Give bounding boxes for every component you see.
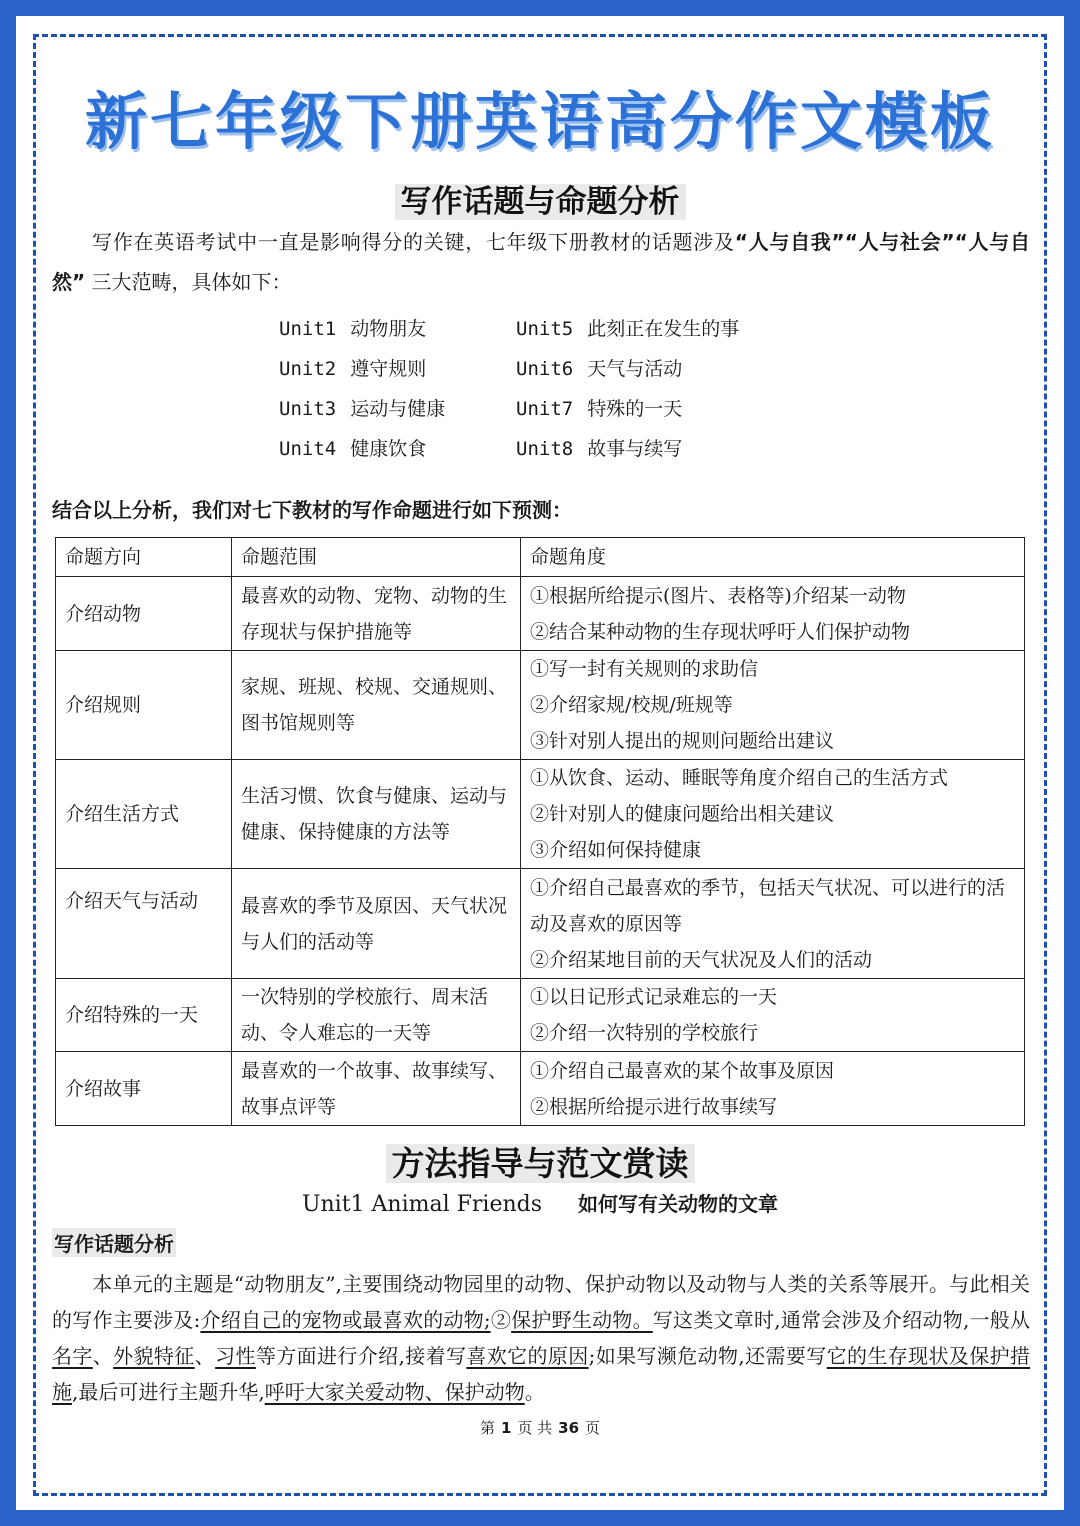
intro-paragraph: 写作在英语考试中一直是影响得分的关键，七年级下册教材的话题涉及“人与自我”“人与社会”“人与自然” 三大范畴，具体如下： xyxy=(52,230,1030,294)
column-header: 命题范围 xyxy=(232,538,521,577)
direction-cell: 介绍动物 xyxy=(56,577,232,651)
scope-cell: 生活习惯、饮食与健康、运动与健康、保持健康的方法等 xyxy=(232,760,521,869)
angle-cell: ①介绍自己最喜欢的季节，包括天气状况、可以进行的活动及喜欢的原因等 ②介绍某地目前的天气状况及人们的活动 xyxy=(521,869,1025,979)
direction-cell: 介绍生活方式 xyxy=(56,760,232,869)
scope-cell: 最喜欢的动物、宠物、动物的生存现状与保护措施等 xyxy=(232,577,521,651)
page-number: 第 1 页 共 36 页 xyxy=(479,1419,601,1437)
unit-item: Unit1 动物朋友 xyxy=(279,318,427,340)
table-row xyxy=(56,577,1025,651)
section-heading-topic-analysis: 写作话题与命题分析 xyxy=(0,176,1080,221)
direction-cell: 介绍特殊的一天 xyxy=(56,979,232,1052)
angle-cell: ①以日记形式记录难忘的一天 ②介绍一次特别的学校旅行 xyxy=(521,979,1025,1052)
direction-cell: 介绍故事 xyxy=(56,1052,232,1126)
section-heading-method-guide: 方法指导与范文赏读 xyxy=(0,1138,1080,1185)
angle-cell: ①介绍自己最喜欢的某个故事及原因 ②根据所给提示进行故事续写 xyxy=(521,1052,1025,1126)
unit-item: Unit6 天气与活动 xyxy=(516,358,683,380)
scope-cell: 最喜欢的季节及原因、天气状况与人们的活动等 xyxy=(232,869,521,979)
unit-list-left xyxy=(279,309,445,469)
unit-item: Unit7 特殊的一天 xyxy=(516,398,683,420)
analysis-label: 写作话题分析 xyxy=(52,1228,176,1257)
direction-cell: 介绍天气与活动 xyxy=(56,869,232,979)
angle-cell: ①从饮食、运动、睡眠等角度介绍自己的生活方式 ②针对别人的健康问题给出相关建议 ③介绍如何保持健康 xyxy=(521,760,1025,869)
table-row xyxy=(56,760,1025,869)
column-header: 命题方向 xyxy=(56,538,232,577)
table-row xyxy=(56,869,1025,979)
table-row xyxy=(56,979,1025,1052)
unit-item: Unit3 运动与健康 xyxy=(279,398,446,420)
unit-item: Unit2 遵守规则 xyxy=(279,358,427,380)
angle-cell: ①写一封有关规则的求助信 ②介绍家规/校规/班规等 ③针对别人提出的规则问题给出建议 xyxy=(521,651,1025,760)
scope-cell: 一次特别的学校旅行、周末活动、令人难忘的一天等 xyxy=(232,979,521,1052)
table-header-row xyxy=(56,538,1025,577)
unit-item: Unit5 此刻正在发生的事 xyxy=(516,318,740,340)
prediction-statement: 结合以上分析，我们对七下教材的写作命题进行如下预测： xyxy=(52,498,572,522)
analysis-paragraph: 本单元的主题是“动物朋友”,主要围绕动物园里的动物、保护动物以及动物与人类的关系等展开。与此相关的写作主要涉及:介绍自己的宠物或最喜欢的动物;②保护野生动物。写这类文章时,通常会涉及介绍动物,一般从名字、外貌特征、习性等方面进行介绍,接着写喜欢它的原因;如果写濒危动物,还需要写它的生存现状及保护措施,最后可进行主题升华,呼吁大家关爱动物、保护动物。 xyxy=(52,1272,1031,1404)
angle-cell: ①根据所给提示(图片、表格等)介绍某一动物 ②结合某种动物的生存现状呼吁人们保护动物 xyxy=(521,577,1025,651)
unit-subtitle: 如何写有关动物的文章 xyxy=(578,1192,779,1216)
prediction-table xyxy=(55,537,1025,1126)
table-row xyxy=(56,651,1025,760)
unit-list-right xyxy=(516,309,739,469)
scope-cell: 家规、班规、校规、交通规则、图书馆规则等 xyxy=(232,651,521,760)
page-title: 新七年级下册英语高分作文模板 xyxy=(84,85,995,158)
unit-heading xyxy=(0,1188,1080,1217)
unit-item: Unit4 健康饮食 xyxy=(279,438,427,460)
unit-title: Unit1 Animal Friends xyxy=(301,1192,543,1217)
scope-cell: 最喜欢的一个故事、故事续写、故事点评等 xyxy=(232,1052,521,1126)
table-row xyxy=(56,1052,1025,1126)
unit-item: Unit8 故事与续写 xyxy=(516,438,683,460)
direction-cell: 介绍规则 xyxy=(56,651,232,760)
column-header: 命题角度 xyxy=(521,538,1025,577)
